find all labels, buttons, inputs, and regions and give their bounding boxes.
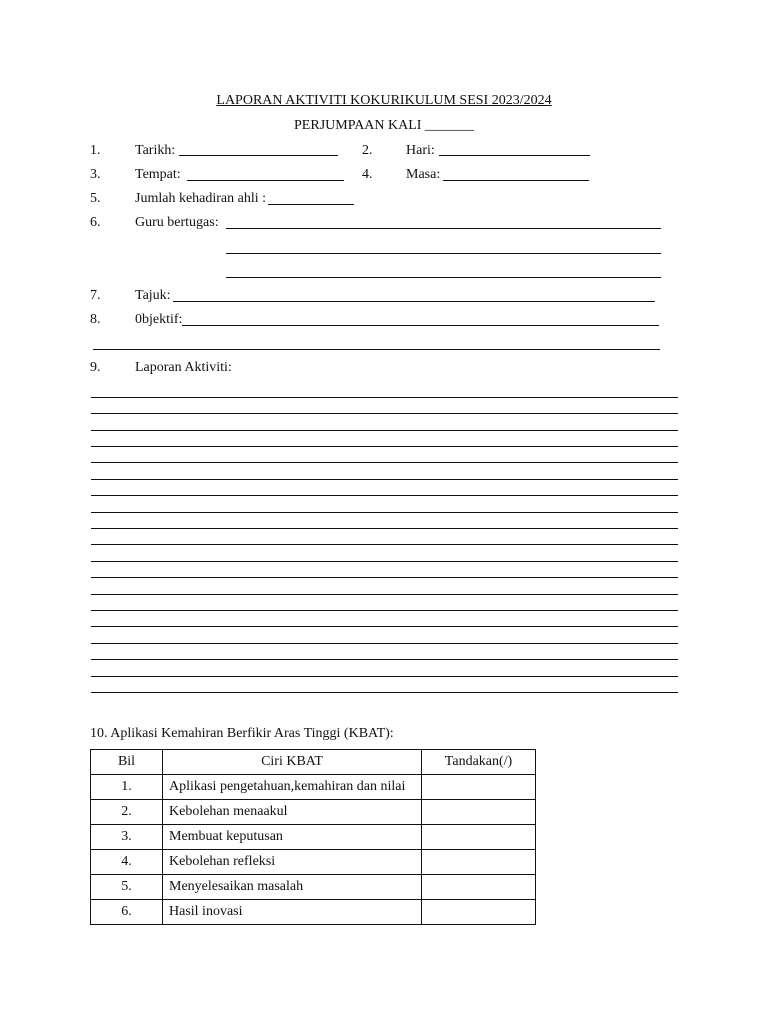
attendance-label: Jumlah kehadiran ahli : <box>135 191 267 206</box>
check-cell[interactable] <box>422 800 536 825</box>
kbat-criterion: Kebolehan refleksi <box>163 850 422 875</box>
report-line[interactable] <box>91 512 678 513</box>
check-cell[interactable] <box>422 900 536 925</box>
table-row <box>91 900 536 925</box>
check-cell[interactable] <box>422 875 536 900</box>
report-line[interactable] <box>91 594 678 595</box>
date-label: Tarikh: <box>135 143 176 158</box>
report-line[interactable] <box>91 495 678 496</box>
day-field[interactable] <box>439 155 590 156</box>
activity-report-label: Laporan Aktiviti: <box>135 360 232 375</box>
topic-label: Tajuk: <box>135 288 171 303</box>
kbat-header-row <box>91 750 536 775</box>
meeting-number-line: PERJUMPAAN KALI _______ <box>294 118 474 133</box>
field-7-number: 7. <box>90 288 101 303</box>
check-cell[interactable] <box>422 850 536 875</box>
column-header-ciri-kbat: Ciri KBAT <box>163 750 422 775</box>
field-4-number: 4. <box>362 167 373 182</box>
field-8-number: 8. <box>90 312 101 327</box>
field-3-number: 3. <box>90 167 101 182</box>
table-row <box>91 800 536 825</box>
time-label: Masa: <box>406 167 441 182</box>
field-1-number: 1. <box>90 143 101 158</box>
attendance-field[interactable] <box>268 204 354 205</box>
report-line[interactable] <box>91 610 678 611</box>
column-header-bil: Bil <box>91 750 163 775</box>
kbat-criterion: Membuat keputusan <box>163 825 422 850</box>
day-label: Hari: <box>406 143 435 158</box>
column-header-tandakan: Tandakan(/) <box>422 750 536 775</box>
row-number: 5. <box>91 875 163 900</box>
table-row <box>91 875 536 900</box>
time-field[interactable] <box>443 180 589 181</box>
teacher-on-duty-field-1[interactable] <box>226 228 661 229</box>
objective-field-2[interactable] <box>93 349 660 350</box>
check-cell[interactable] <box>422 775 536 800</box>
place-label: Tempat: <box>135 167 181 182</box>
place-field[interactable] <box>187 180 344 181</box>
field-2-number: 2. <box>362 143 373 158</box>
field-6-number: 6. <box>90 215 101 230</box>
report-line[interactable] <box>91 692 678 693</box>
kbat-table <box>90 749 536 925</box>
table-row <box>91 850 536 875</box>
kbat-criterion: Kebolehan menaakul <box>163 800 422 825</box>
objective-label: 0bjektif: <box>135 312 183 327</box>
report-title: LAPORAN AKTIVITI KOKURIKULUM SESI 2023/2024 <box>216 93 552 108</box>
topic-field[interactable] <box>173 301 655 302</box>
table-row <box>91 775 536 800</box>
objective-field-1[interactable] <box>182 325 659 326</box>
report-line[interactable] <box>91 413 678 414</box>
kbat-criterion: Menyelesaikan masalah <box>163 875 422 900</box>
kbat-criterion: Hasil inovasi <box>163 900 422 925</box>
table-row <box>91 825 536 850</box>
check-cell[interactable] <box>422 825 536 850</box>
field-5-number: 5. <box>90 191 101 206</box>
report-line[interactable] <box>91 446 678 447</box>
row-number: 6. <box>91 900 163 925</box>
report-line[interactable] <box>91 544 678 545</box>
report-line[interactable] <box>91 643 678 644</box>
report-line[interactable] <box>91 397 678 398</box>
row-number: 4. <box>91 850 163 875</box>
kbat-criterion: Aplikasi pengetahuan,kemahiran dan nilai <box>163 775 422 800</box>
report-line[interactable] <box>91 479 678 480</box>
date-field[interactable] <box>179 155 338 156</box>
field-9-number: 9. <box>90 360 101 375</box>
report-line[interactable] <box>91 659 678 660</box>
teacher-on-duty-field-2[interactable] <box>226 253 661 254</box>
row-number: 3. <box>91 825 163 850</box>
teacher-on-duty-field-3[interactable] <box>226 277 661 278</box>
report-line[interactable] <box>91 626 678 627</box>
report-line[interactable] <box>91 676 678 677</box>
report-line[interactable] <box>91 561 678 562</box>
teacher-on-duty-label: Guru bertugas: <box>135 215 219 230</box>
kbat-heading: 10. Aplikasi Kemahiran Berfikir Aras Tinggi (KBAT): <box>90 726 394 741</box>
row-number: 1. <box>91 775 163 800</box>
report-line[interactable] <box>91 462 678 463</box>
report-line[interactable] <box>91 430 678 431</box>
row-number: 2. <box>91 800 163 825</box>
report-line[interactable] <box>91 577 678 578</box>
report-line[interactable] <box>91 528 678 529</box>
